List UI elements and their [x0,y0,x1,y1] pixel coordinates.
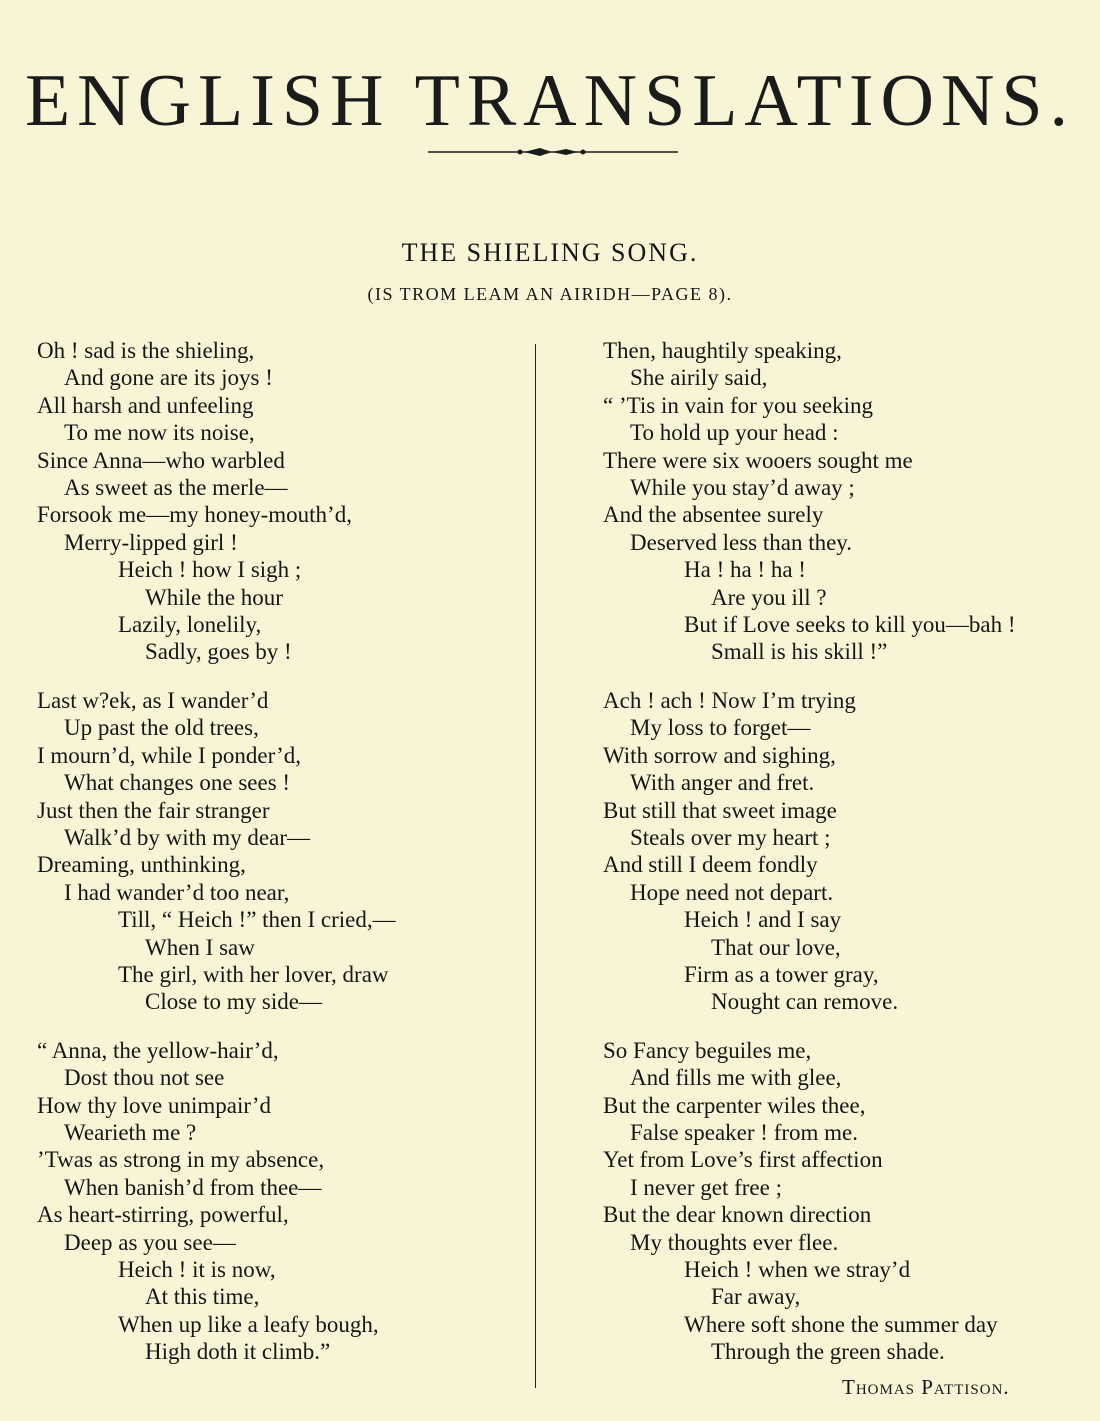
poem-line: Yet from Love’s first affection [603,1147,883,1173]
poem-line: Dreaming, unthinking, [37,852,246,878]
poem-line: But the dear known direction [603,1202,872,1228]
poem-line: And the absentee surely [603,502,824,528]
poem-source: (IS TROM LEAM AN AIRIDH—PAGE 8). [367,284,733,304]
poem-line: While the hour [145,584,283,610]
poem-line: ’Twas as strong in my absence, [37,1147,325,1173]
poem-line: And gone are its joys ! [64,365,273,391]
poem-line: To me now its noise, [64,420,255,446]
poem-line: When banish’d from thee— [64,1174,322,1200]
poem-line: Are you ill ? [711,584,827,610]
poem-line: With anger and fret. [630,770,815,796]
poem-line: When I saw [145,934,255,960]
poem-line: But the carpenter wiles thee, [603,1092,866,1118]
poem-line: Through the green shade. [711,1339,945,1365]
poem-line: Ha ! ha ! ha ! [684,557,806,583]
poem-line: To hold up your head : [630,420,839,446]
poem-line: Heich ! and I say [684,907,842,933]
poem-line: Last w?ek, as I wander’d [37,687,269,713]
poem-line: Merry-lipped girl ! [64,529,238,555]
stanza [603,337,1093,666]
stanza [37,1037,527,1366]
poem-line: All harsh and unfeeling [37,392,254,418]
poem-line: Steals over my heart ; [630,824,831,850]
poem-line: High doth it climb.” [145,1339,331,1365]
stanza [37,687,527,1016]
column-divider [535,344,536,1388]
poem-line: Far away, [711,1284,801,1310]
poem-line: Heich ! how I sigh ; [118,557,302,583]
poem-line: Wearieth me ? [64,1119,197,1145]
poem-line: That our love, [711,934,841,960]
stanza [37,337,527,666]
poem-line: As heart-stirring, powerful, [37,1202,289,1228]
poem-line: My loss to forget— [630,715,811,741]
poem-line: Heich ! it is now, [118,1257,276,1282]
poem-line: Nought can remove. [711,989,899,1015]
poem-line: Heich ! when we stray’d [684,1257,911,1282]
poem-line: I never get free ; [630,1174,782,1200]
poem-title: THE SHIELING SONG. [401,238,699,267]
poem-line: False speaker ! from me. [630,1119,859,1145]
poem-line: Dost thou not see [64,1065,225,1091]
poem-line: While you stay’d away ; [630,475,855,501]
ornament-divider-icon [428,142,678,162]
poem-line: Hope need not depart. [630,879,834,905]
poem-line: Oh ! sad is the shieling, [37,338,255,363]
poem-line: And fills me with glee, [630,1065,842,1091]
poem-line: She airily said, [630,365,768,391]
poem-line: Walk’d by with my dear— [64,824,310,850]
poem-line: Till, “ Heich !” then I cried,— [118,907,396,933]
poem-line: Sadly, goes by ! [145,639,292,665]
poem-line: “ Anna, the yellow-hair’d, [37,1037,279,1063]
stanza [603,1037,1093,1366]
poem-line: How thy love unimpair’d [37,1092,272,1118]
poem-line: Small is his skill !” [711,639,888,665]
poem-line: What changes one sees ! [64,770,291,796]
poem-line: With sorrow and sighing, [603,742,836,768]
poem-column-right [603,337,1093,1387]
poem-line: I mourn’d, while I ponder’d, [37,742,302,768]
poem-line: Lazily, lonelily, [118,612,262,638]
poem-line: Deep as you see— [64,1229,236,1255]
poem-line: I had wander’d too near, [64,879,290,905]
poem-line: Close to my side— [145,989,322,1015]
poem-line: Where soft shone the summer day [684,1311,998,1337]
poem-line: But if Love seeks to kill you—bah ! [684,612,1016,638]
poem-line: As sweet as the merle— [64,475,288,501]
poem-line: So Fancy beguiles me, [603,1037,812,1063]
poem-line: Since Anna—who warbled [37,447,285,473]
poem-line: Firm as a tower gray, [684,961,879,987]
poem-line: The girl, with her lover, draw [118,961,389,987]
poem-line: But still that sweet image [603,797,837,823]
stanza [603,687,1093,1016]
poem-line: Deserved less than they. [630,529,853,555]
poem-line: My thoughts ever flee. [630,1229,839,1255]
page-title: ENGLISH TRANSLATIONS. [24,59,1076,142]
poem-line: Then, haughtily speaking, [603,338,842,363]
poem-line: And still I deem fondly [603,852,818,878]
poem-line: Forsook me—my honey-mouth’d, [37,502,352,528]
poem-line: Just then the fair stranger [37,797,270,823]
poem-line: When up like a leafy bough, [118,1311,379,1337]
poem-line: Up past the old trees, [64,715,259,741]
poem-line: Ach ! ach ! Now I’m trying [603,687,856,713]
poem-column-left [37,337,527,1387]
poem-line: “ ’Tis in vain for you seeking [603,392,874,418]
poem-line: At this time, [145,1284,260,1310]
poem-line: There were six wooers sought me [603,447,913,473]
poem-author: Thomas Pattison. [842,1375,1010,1399]
